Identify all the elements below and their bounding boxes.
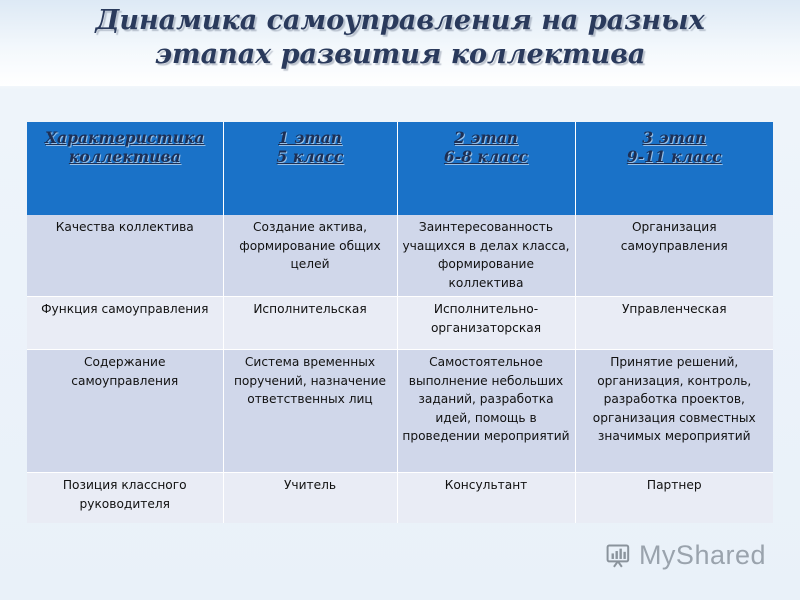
myshared-logo[interactable] <box>606 537 766 573</box>
table-cell: Создание актива, формирование общих целей <box>223 215 397 297</box>
table-row <box>27 297 773 350</box>
slide-title-line2: этапах развития коллектива <box>154 39 646 70</box>
header-stage-2: 2 этап 6-8 класс <box>397 122 575 215</box>
table-cell: Организация самоуправления <box>575 215 773 297</box>
table-cell: Партнер <box>575 473 773 524</box>
table-cell: Управленческая <box>575 297 773 350</box>
header-stage-1: 1 этап 5 класс <box>223 122 397 215</box>
table-cell: Исполнительская <box>223 297 397 350</box>
table-row <box>27 215 773 297</box>
table-cell: Учитель <box>223 473 397 524</box>
table-cell: Функция самоуправления <box>27 297 223 350</box>
stages-table <box>27 122 773 523</box>
table-row <box>27 350 773 473</box>
header-characteristic: Характеристика коллектива <box>27 122 223 215</box>
table-cell: Консультант <box>397 473 575 524</box>
table-header-row <box>27 122 773 215</box>
table-cell: Качества коллектива <box>27 215 223 297</box>
logo-text: MyShared <box>638 539 766 570</box>
table-cell: Содержание самоуправления <box>27 350 223 473</box>
table-cell: Самостоятельное выполнение небольших заданий, разработка идей, помощь в проведении мероприятий <box>397 350 575 473</box>
table-row <box>27 473 773 524</box>
table-cell: Исполнительно-организаторская <box>397 297 575 350</box>
table-cell: Заинтересованность учащихся в делах класса, формирование коллектива <box>397 215 575 297</box>
table-cell: Принятие решений, организация, контроль, разработка проектов, организация совместных значимых мероприятий <box>575 350 773 473</box>
table-cell: Позиция классного руководителя <box>27 473 223 524</box>
presentation-board-icon <box>606 538 633 572</box>
slide-title-line1: Динамика самоуправления на разных <box>95 5 705 36</box>
table-cell: Система временных поручений, назначение ответственных лиц <box>223 350 397 473</box>
slide-title <box>60 4 740 72</box>
header-stage-3: 3 этап 9-11 класс <box>575 122 773 215</box>
